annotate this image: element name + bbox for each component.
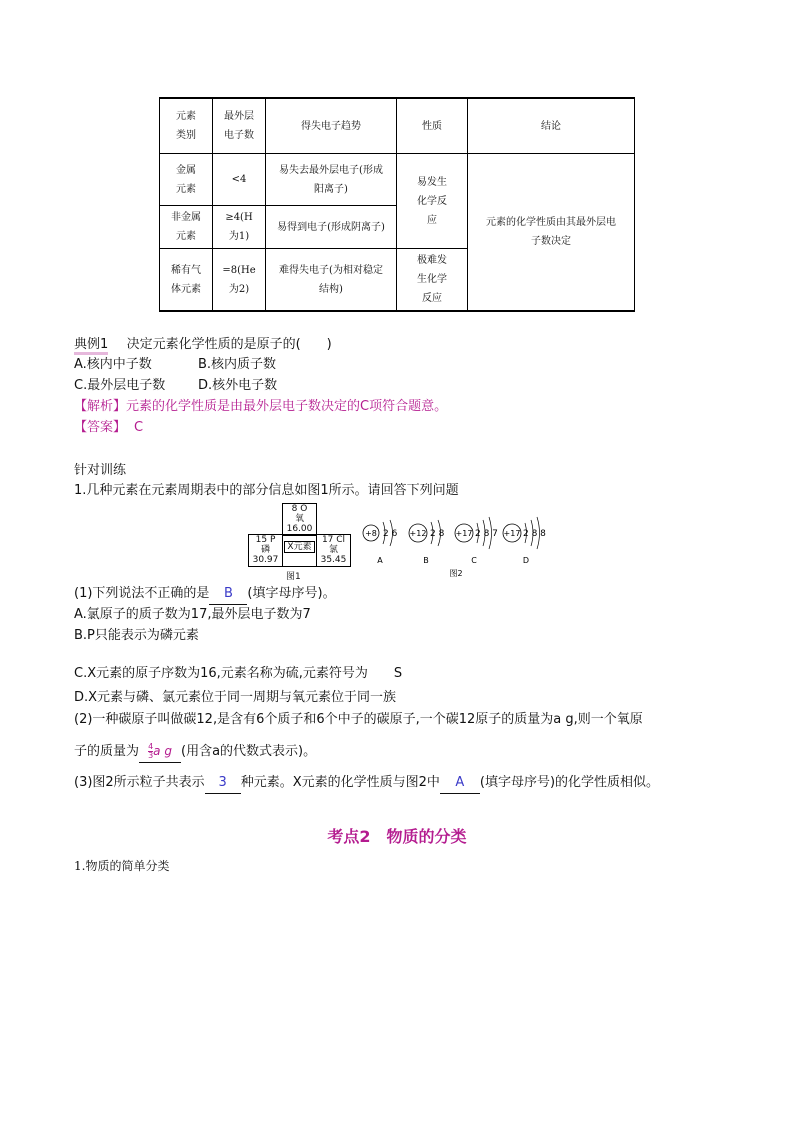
example-options-row2 — [74, 376, 277, 396]
s1-answer-blank: B — [209, 584, 247, 605]
cell-category: 非金属 元素 — [160, 206, 213, 249]
nucleus-charge: +17 — [503, 529, 521, 538]
sub-question-3 — [74, 773, 659, 794]
shell-electrons: 2 8 — [430, 529, 445, 539]
cell-property-merged: 易发生 化学反 应 — [397, 154, 468, 249]
atom-a — [363, 520, 398, 565]
atom-label: C — [471, 556, 477, 565]
th-trend: 得失电子趋势 — [266, 98, 397, 154]
th-category: 元素 类别 — [160, 98, 213, 154]
th-property: 性质 — [397, 98, 468, 154]
analysis-label: 【解析】 — [74, 399, 127, 414]
analysis — [74, 397, 447, 417]
answer-text: C — [134, 420, 144, 435]
cell-chlorine: 17 Cl 氯 35.45 — [316, 534, 351, 567]
s2-suffix: (用含a的代数式表示)。 — [181, 744, 317, 759]
shell-electrons: 2 8 8 — [523, 529, 546, 539]
cell-property: 极难发 生化学 反应 — [397, 249, 468, 312]
sub-question-2-line1: (2)一种碳原子叫做碳12,是含有6个质子和6个中子的碳原子,一个碳12原子的质量为a g,则一个氧原 — [74, 712, 643, 727]
sub-question-2-line2 — [74, 741, 316, 763]
option-b: B.核内质子数 — [198, 357, 277, 372]
s3-middle: 种元素。X元素的化学性质与图2中 — [240, 775, 440, 790]
sub-question-1 — [74, 584, 336, 605]
figure-2-caption: 图2 — [449, 569, 463, 578]
cell-trend: 易失去最外层电子(形成 阳离子) — [266, 154, 397, 206]
th-outer-electrons: 最外层 电子数 — [213, 98, 266, 154]
s3-suffix: (填字母序号)的化学性质相似。 — [479, 775, 660, 790]
s3-answer-blank-1: 3 — [205, 773, 241, 794]
cell-conclusion: 元素的化学性质由其最外层电 子数决定 — [468, 154, 635, 312]
s1-option-b: B.P只能表示为磷元素 — [74, 628, 199, 643]
atom-label: A — [377, 556, 383, 565]
analysis-text: 元素的化学性质是由最外层电子数决定的C项符合题意。 — [126, 399, 448, 414]
nucleus-charge: +8 — [365, 529, 377, 538]
shell-electrons: 2 8 7 — [475, 529, 498, 539]
figure-1-caption: 图1 — [286, 572, 301, 582]
s2-fraction: $\frac{4}{3}$ — [148, 742, 154, 760]
figure-2 — [356, 508, 556, 578]
cell-trend: 易得到电子(形成阴离子) — [266, 206, 397, 249]
cell-outer: <4 — [213, 154, 266, 206]
atom-d — [503, 517, 546, 565]
nucleus-charge: +17 — [455, 529, 473, 538]
answer-label: 【答案】 — [74, 420, 127, 435]
cell-category: 稀有气 体元素 — [160, 249, 213, 312]
cell-outer: ≥4(H 为1) — [213, 206, 266, 249]
example-options-row1 — [74, 355, 276, 375]
atom-label: D — [522, 556, 530, 565]
element-properties-table — [159, 97, 635, 312]
training-q1: 1.几种元素在元素周期表中的部分信息如图1所示。请回答下列问题 — [74, 483, 459, 498]
cell-phosphorus: 15 P 磷 30.97 — [248, 534, 283, 567]
cell-x-element: X元素 — [282, 534, 317, 567]
s3-prompt: (3)图2所示粒子共表示 — [74, 775, 205, 790]
cell-trend: 难得失电子(为相对稳定 结构) — [266, 249, 397, 312]
nucleus-charge: +12 — [409, 529, 427, 538]
s1-option-c: C.X元素的原子序数为16,元素名称为硫,元素符号为 S — [74, 666, 403, 681]
s1-prompt: (1)下列说法不正确的是 — [74, 586, 210, 601]
atom-b — [409, 520, 445, 565]
example-question — [74, 335, 332, 355]
option-d: D.核外电子数 — [198, 378, 278, 393]
s1-option-a: A.氯原子的质子数为17,最外层电子数为7 — [74, 607, 311, 622]
table-row — [160, 154, 635, 206]
s1-option-d: D.X元素与磷、氯元素位于同一周期与氧元素位于同一族 — [74, 690, 397, 705]
s2-prompt: 子的质量为 — [74, 744, 140, 759]
s3-answer-blank-2: A — [440, 773, 480, 794]
section-subheading: 1.物质的简单分类 — [74, 859, 170, 873]
example-question-text: 决定元素化学性质的是原子的( ) — [126, 337, 332, 352]
shell-electrons: 2 6 — [383, 529, 398, 539]
atom-c — [455, 517, 498, 565]
cell-outer: =8(He 为2) — [213, 249, 266, 312]
s1-suffix: (填字母序号)。 — [247, 586, 336, 601]
example-label: 典例1 — [74, 337, 108, 355]
section-heading: 考点2 物质的分类 — [327, 827, 467, 846]
answer — [74, 418, 143, 438]
s2-answer-blank: $\frac{4}{3}$ a g — [139, 741, 181, 763]
figure-1 — [248, 503, 348, 582]
option-c: C.最外层电子数 — [74, 378, 166, 393]
table-header-row — [160, 98, 635, 154]
option-a: A.核内中子数 — [74, 357, 152, 372]
atom-label: B — [423, 556, 429, 565]
th-conclusion: 结论 — [468, 98, 635, 154]
cell-category: 金属 元素 — [160, 154, 213, 206]
cell-oxygen: 8 O 氧 16.00 — [282, 503, 317, 536]
training-title: 针对训练 — [74, 463, 127, 478]
